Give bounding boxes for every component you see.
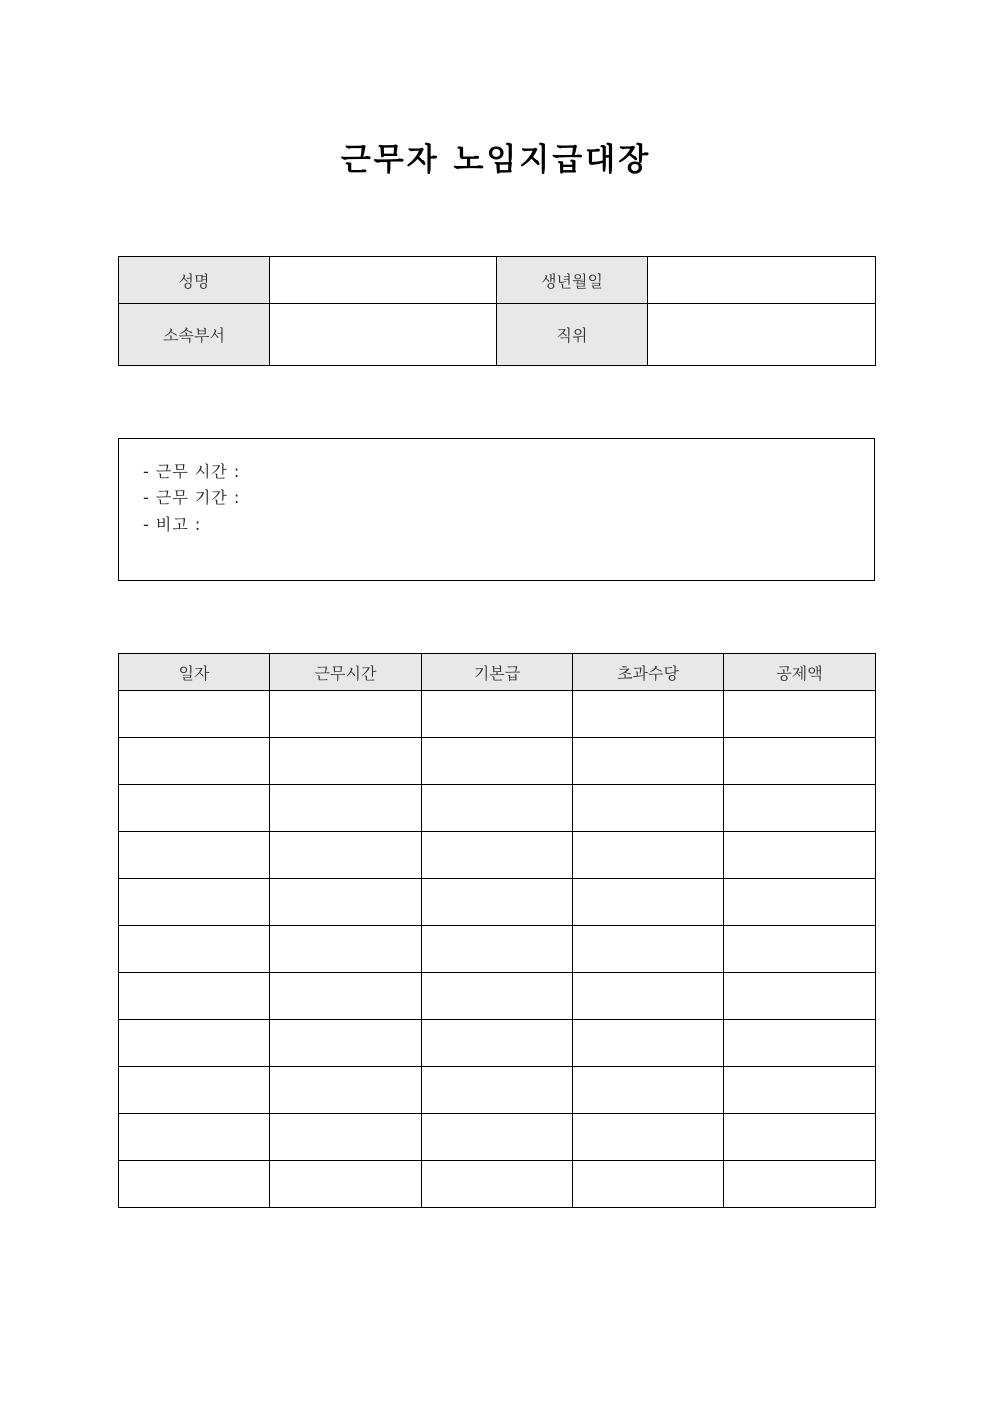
table-row	[119, 1161, 876, 1208]
position-label: 직위	[497, 304, 648, 366]
work-hours-cell[interactable]	[270, 832, 422, 879]
deduction-cell[interactable]	[724, 785, 876, 832]
table-row	[119, 1067, 876, 1114]
name-label: 성명	[119, 257, 270, 304]
overtime-pay-cell[interactable]	[573, 879, 724, 926]
work-hours-cell[interactable]	[270, 738, 422, 785]
work-hours-cell[interactable]	[270, 691, 422, 738]
deduction-cell[interactable]	[724, 738, 876, 785]
overtime-pay-cell[interactable]	[573, 832, 724, 879]
base-pay-cell[interactable]	[422, 785, 573, 832]
overtime-pay-cell[interactable]	[573, 691, 724, 738]
base-pay-cell[interactable]	[422, 1114, 573, 1161]
column-header-work-hours: 근무시간	[270, 654, 422, 691]
base-pay-cell[interactable]	[422, 879, 573, 926]
table-row	[119, 785, 876, 832]
date-cell[interactable]	[119, 832, 270, 879]
employee-info-table	[118, 256, 876, 366]
ledger-header-row	[119, 654, 876, 691]
deduction-cell[interactable]	[724, 1114, 876, 1161]
info-row	[119, 257, 876, 304]
name-field[interactable]	[270, 257, 497, 304]
work-hours-cell[interactable]	[270, 879, 422, 926]
date-cell[interactable]	[119, 879, 270, 926]
deduction-cell[interactable]	[724, 973, 876, 1020]
column-header-deduction: 공제액	[724, 654, 876, 691]
deduction-cell[interactable]	[724, 1020, 876, 1067]
birthdate-label: 생년월일	[497, 257, 648, 304]
base-pay-cell[interactable]	[422, 738, 573, 785]
work-hours-cell[interactable]	[270, 1020, 422, 1067]
base-pay-cell[interactable]	[422, 926, 573, 973]
deduction-cell[interactable]	[724, 832, 876, 879]
position-field[interactable]	[648, 304, 876, 366]
base-pay-cell[interactable]	[422, 1161, 573, 1208]
work-period-note: - 근무 기간 :	[143, 488, 241, 507]
deduction-cell[interactable]	[724, 926, 876, 973]
overtime-pay-cell[interactable]	[573, 1114, 724, 1161]
base-pay-cell[interactable]	[422, 1020, 573, 1067]
deduction-cell[interactable]	[724, 1067, 876, 1114]
column-header-base-pay: 기본급	[422, 654, 573, 691]
work-hours-cell[interactable]	[270, 1114, 422, 1161]
table-row	[119, 1114, 876, 1161]
table-row	[119, 973, 876, 1020]
overtime-pay-cell[interactable]	[573, 926, 724, 973]
payment-ledger-table	[118, 653, 876, 1208]
base-pay-cell[interactable]	[422, 973, 573, 1020]
overtime-pay-cell[interactable]	[573, 973, 724, 1020]
remarks-note: - 비고 :	[143, 515, 202, 534]
date-cell[interactable]	[119, 926, 270, 973]
date-cell[interactable]	[119, 1020, 270, 1067]
work-hours-note: - 근무 시간 :	[143, 462, 241, 481]
date-cell[interactable]	[119, 1161, 270, 1208]
date-cell[interactable]	[119, 1067, 270, 1114]
date-cell[interactable]	[119, 973, 270, 1020]
table-row	[119, 879, 876, 926]
date-cell[interactable]	[119, 785, 270, 832]
date-cell[interactable]	[119, 1114, 270, 1161]
base-pay-cell[interactable]	[422, 1067, 573, 1114]
department-field[interactable]	[270, 304, 497, 366]
table-row	[119, 926, 876, 973]
column-header-overtime-pay: 초과수당	[573, 654, 724, 691]
deduction-cell[interactable]	[724, 691, 876, 738]
overtime-pay-cell[interactable]	[573, 785, 724, 832]
base-pay-cell[interactable]	[422, 832, 573, 879]
overtime-pay-cell[interactable]	[573, 1067, 724, 1114]
column-header-date: 일자	[119, 654, 270, 691]
date-cell[interactable]	[119, 691, 270, 738]
notes-box	[118, 438, 875, 581]
overtime-pay-cell[interactable]	[573, 738, 724, 785]
work-hours-cell[interactable]	[270, 926, 422, 973]
table-row	[119, 738, 876, 785]
birthdate-field[interactable]	[648, 257, 876, 304]
info-row	[119, 304, 876, 366]
deduction-cell[interactable]	[724, 879, 876, 926]
document-title: 근무자 노임지급대장	[340, 142, 652, 178]
work-hours-cell[interactable]	[270, 973, 422, 1020]
date-cell[interactable]	[119, 738, 270, 785]
overtime-pay-cell[interactable]	[573, 1020, 724, 1067]
base-pay-cell[interactable]	[422, 691, 573, 738]
work-hours-cell[interactable]	[270, 1067, 422, 1114]
work-hours-cell[interactable]	[270, 785, 422, 832]
table-row	[119, 832, 876, 879]
work-hours-cell[interactable]	[270, 1161, 422, 1208]
ledger-body	[119, 691, 876, 1208]
deduction-cell[interactable]	[724, 1161, 876, 1208]
overtime-pay-cell[interactable]	[573, 1161, 724, 1208]
table-row	[119, 691, 876, 738]
department-label: 소속부서	[119, 304, 270, 366]
table-row	[119, 1020, 876, 1067]
